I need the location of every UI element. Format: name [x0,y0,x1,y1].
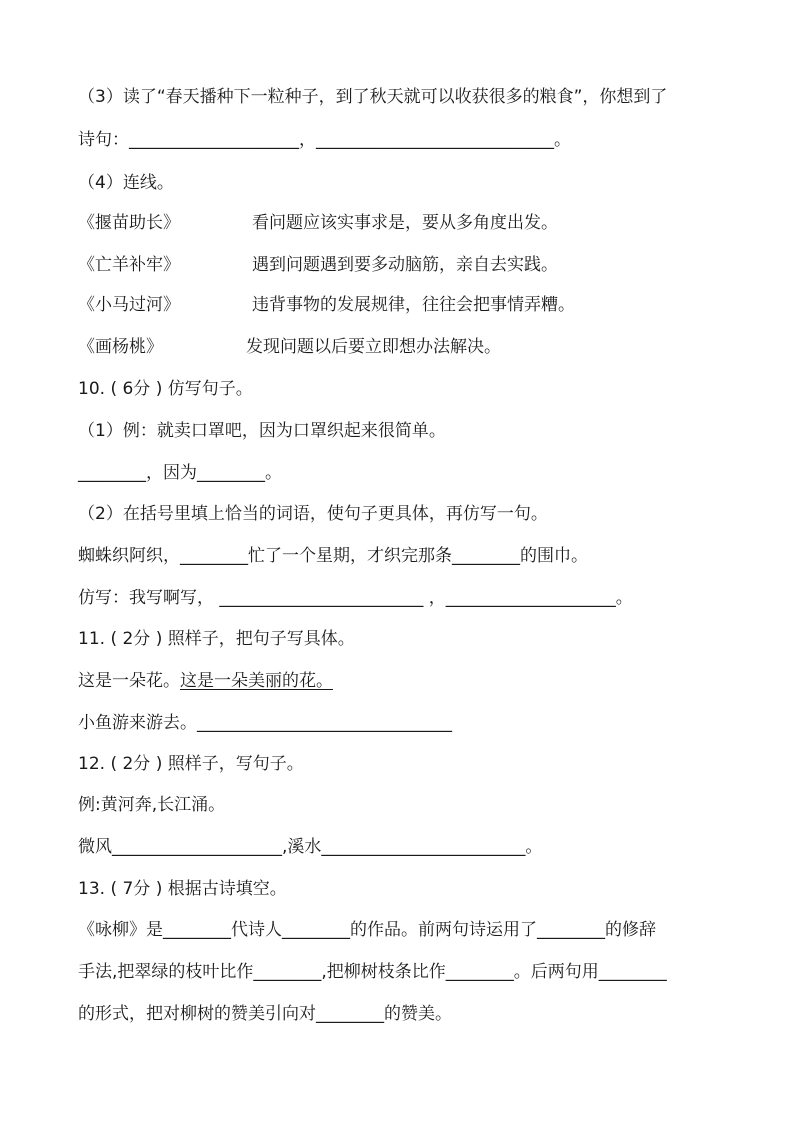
q13-line1: 《咏柳》是________代诗人________的作品。前两句诗运用了________的修辞 [78,920,656,940]
match-right-3: 违背事物的发展规律，往往会把事情弄糟。 [252,295,575,315]
match-left-4: 《画杨桃》 [78,337,163,357]
match-left-3: 《小马过河》 [78,295,180,315]
q10-part1-example: （1）例：就卖口罩吧，因为口罩织起来很简单。 [78,421,446,441]
q13-line3: 的形式，把对柳树的赞美引向对________的赞美。 [78,1004,452,1024]
q11-example-plain: 这是一朵花。 [78,671,180,691]
match-right-2: 遇到问题遇到要多动脑筋，亲自去实践。 [252,255,558,275]
q10-part1-blank: ________，因为________。 [78,463,282,483]
q11-task: 小鱼游来游去。______________________________ [78,713,452,733]
q11-title: 11. ( 2分 ) 照样子，把句子写具体。 [78,629,355,649]
q13-line2: 手法,把翠绿的枝叶比作________,把柳树枝条比作________。后两句用________ [78,962,667,982]
match-left-1: 《揠苗助长》 [78,213,180,233]
q9-part4-title: （4）连线。 [78,173,174,193]
q13-title: 13. ( 7分 ) 根据古诗填空。 [78,879,287,899]
q10-part2-sentence: 蜘蛛织阿织，________忙了一个星期，才织完那条________的围巾。 [78,546,588,566]
q12-task: 微风____________________,溪水________________________。 [78,837,543,857]
match-right-4: 发现问题以后要立即想办法解决。 [246,337,501,357]
q9-part3-blanks: 诗句：____________________，____________________________。 [78,130,571,150]
match-right-1: 看问题应该实事求是，要从多角度出发。 [252,213,558,233]
q9-part3-prompt: （3）读了“春天播种下一粒种子，到了秋天就可以收获很多的粮食”，你想到了 [78,87,668,107]
q10-title: 10. ( 6分 ) 仿写句子。 [78,379,253,399]
q10-part2-imitate: 仿写：我写啊写， ________________________ ，____________________。 [78,588,633,608]
q10-part2-prompt: （2）在括号里填上恰当的词语，使句子更具体，再仿写一句。 [78,504,548,524]
q12-example: 例:黄河奔,长江涌。 [78,795,226,815]
q11-example-underlined: 这是一朵美丽的花。 [180,671,333,691]
q12-title: 12. ( 2分 ) 照样子，写句子。 [78,754,304,774]
q11-example [78,670,333,692]
match-left-2: 《亡羊补牢》 [78,255,180,275]
